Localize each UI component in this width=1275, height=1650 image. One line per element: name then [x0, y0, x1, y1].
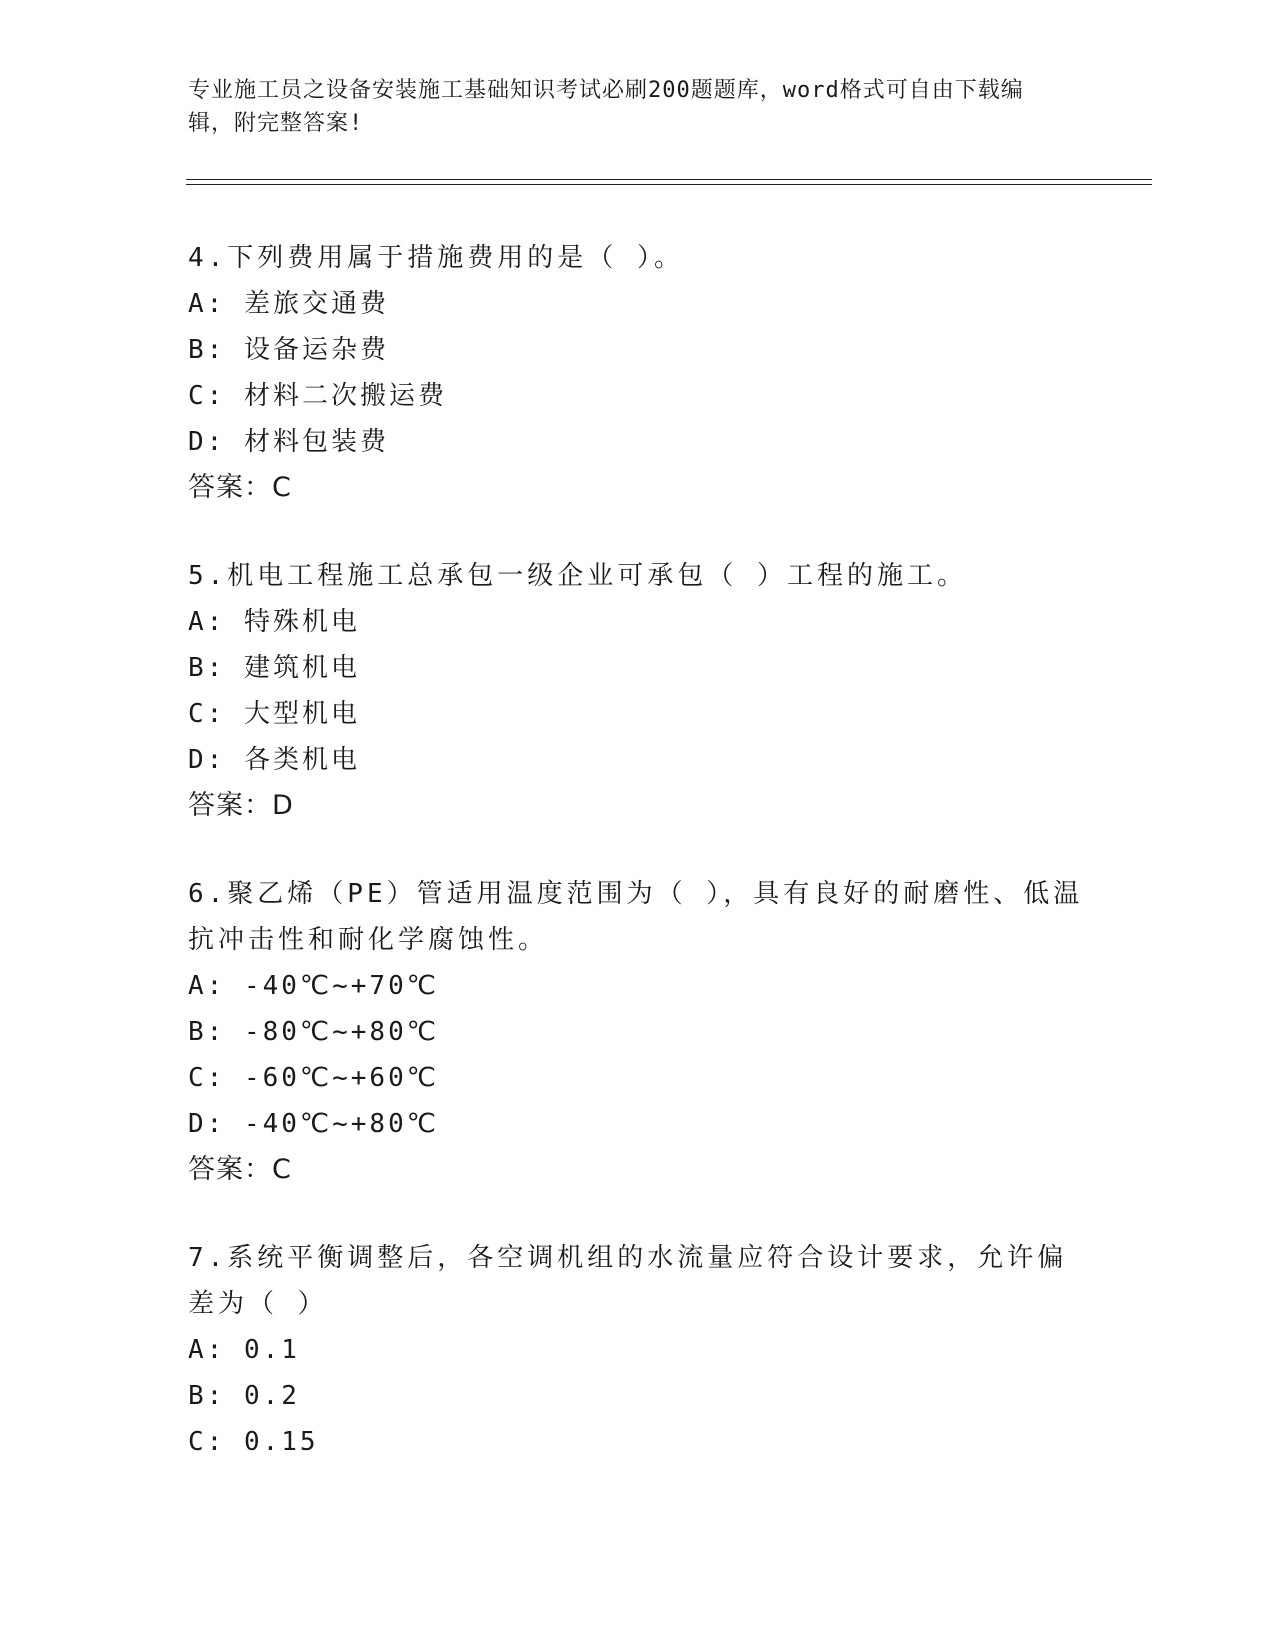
option-c: C: 大型机电 — [188, 699, 360, 729]
option-c: C: 材料二次搬运费 — [188, 381, 447, 411]
document-header: 专业施工员之设备安装施工基础知识考试必刷200题题库，word格式可自由下载编辑，附完整答案! — [188, 78, 1024, 136]
option-c: C: -60℃~+60℃ — [188, 1063, 439, 1093]
option-d: D: 各类机电 — [188, 745, 360, 775]
question-stem: 5.机电工程施工总承包一级企业可承包（ ）工程的施工。 — [188, 561, 967, 591]
header-divider-top — [186, 179, 1152, 180]
question-7 — [188, 1235, 1088, 1465]
option-b: B: 建筑机电 — [188, 653, 360, 683]
option-d: D: -40℃~+80℃ — [188, 1109, 439, 1139]
option-d: D: 材料包装费 — [188, 427, 389, 457]
question-6 — [188, 871, 1088, 1193]
option-b: B: 设备运杂费 — [188, 335, 389, 365]
question-list — [188, 235, 1088, 1507]
option-b: B: -80℃~+80℃ — [188, 1017, 439, 1047]
answer-line: 答案：C — [188, 1154, 292, 1185]
answer-line: 答案：D — [188, 790, 294, 821]
option-b: B: 0.2 — [188, 1381, 300, 1411]
answer-line: 答案：C — [188, 472, 292, 503]
question-stem: 7.系统平衡调整后，各空调机组的水流量应符合设计要求，允许偏差为（ ） — [188, 1243, 1068, 1319]
question-5 — [188, 553, 1088, 829]
option-a: A: 特殊机电 — [188, 607, 360, 637]
header-divider-bottom — [186, 184, 1152, 185]
option-a: A: 差旅交通费 — [188, 289, 389, 319]
question-stem: 4.下列费用属于措施费用的是（ ）。 — [188, 243, 684, 273]
question-4 — [188, 235, 1088, 511]
option-a: A: -40℃~+70℃ — [188, 971, 439, 1001]
option-a: A: 0.1 — [188, 1335, 300, 1365]
question-stem: 6.聚乙烯（PE）管适用温度范围为（ ），具有良好的耐磨性、低温抗冲击性和耐化学腐蚀性。 — [188, 879, 1084, 955]
option-c: C: 0.15 — [188, 1427, 319, 1457]
